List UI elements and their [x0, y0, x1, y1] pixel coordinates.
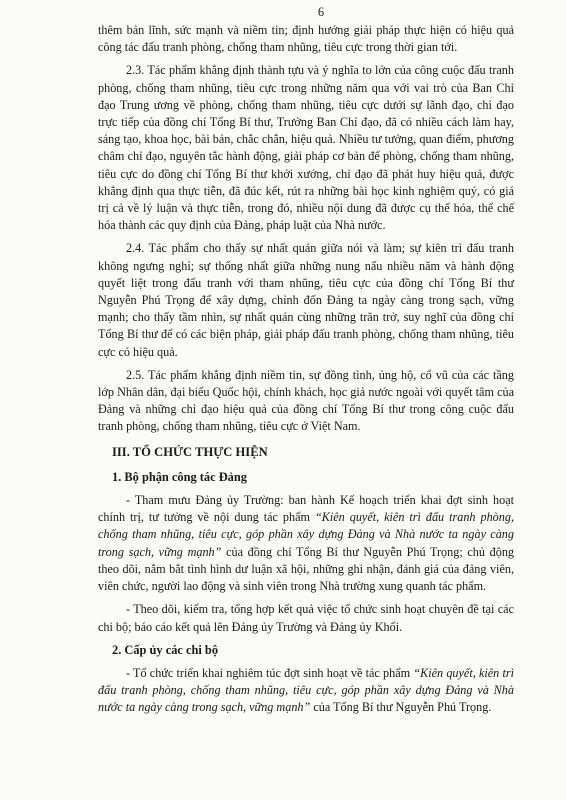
- subheading-1: 1. Bộ phận công tác Đảng: [112, 469, 247, 484]
- bullet-advise-pre: - Tham mưu Đảng ủy Trường: ban hành Kế hoạch triển khai đợt sinh hoạt chính trị, tư tưởng về nội dung tác phẩm: [98, 493, 514, 525]
- work-title: “Kiên quyết, kiên trì đấu tranh phòng, chống tham nhũng, tiêu cực, góp phần xây dựng Đảng và Nhà nước ta ngày càng trong sạch, vững mạnh”: [98, 510, 514, 559]
- bullet-organize-post: của Tổng Bí thư Nguyễn Phú Trọng.: [310, 700, 492, 715]
- section-heading-3: III. TỔ CHỨC THỰC HIỆN: [112, 444, 268, 459]
- bullet-advise: [98, 492, 514, 595]
- paragraph-2-5: 2.5. Tác phẩm khẳng định niềm tin, sự đồng tình, ủng hộ, cổ vũ của các tầng lớp Nhân dân, đại biểu Quốc hội, chính khách, học giả nước ngoài với quyết tâm của Đảng và những chỉ đạo hiệu quả của đồng chí Tổng Bí thư trong công cuộc đấu tranh phòng, chống tham nhũng, tiêu cực ở Việt Nam.: [98, 367, 514, 434]
- bullet-advise-post: của đồng chí Tổng Bí thư Nguyễn Phú Trọng; chủ động theo dõi, nắm bắt tình hình dư luận xã hội, những ghi nhận, đánh giá của đảng viên, viên chức, người lao động và sinh viên trong Nhà trường xung quanh tác phẩm.: [98, 544, 515, 594]
- bullet-monitor: - Theo dõi, kiểm tra, tổng hợp kết quả việc tổ chức sinh hoạt chuyên đề tại các chi bộ; báo cáo kết quả lên Đảng ủy Trường và Đảng ủy Khối.: [98, 602, 514, 634]
- page-number: 6: [317, 5, 325, 19]
- paragraph-2-3: 2.3. Tác phẩm khẳng định thành tựu và ý nghĩa to lớn của công cuộc đấu tranh phòng, chống tham nhũng, tiêu cực trong những năm qua với vai trò của Ban Chỉ đạo Trung ương về phòng, chống tham nhũng, tiêu cực dưới sự lãnh đạo, chỉ đạo trực tiếp của đồng chí Tổng Bí thư, Trưởng Ban Chỉ đạo, đã có nhiều cách làm hay, sáng tạo, khoa học, bài bản, chắc chắn, hiệu quả. Nhiều tư tưởng, quan điểm, phương châm chỉ đạo, nguyên tắc hành động, giải pháp cơ bản để phòng, chống tham nhũng, tiêu cực do đồng chí Tổng Bí thư khởi xướng, chỉ đạo đã phát huy hiệu quả, được khẳng định qua thực tiễn, đã đúc kết, rút ra những bài học kinh nghiệm quý, có giá trị cả về lý luận và thực tiễn, trong đó, nhiều nội dung đã được cụ thể hóa, thể chế hóa thành các quy định của Đảng, pháp luật của Nhà nước.: [98, 63, 514, 233]
- paragraph-2-4: 2.4. Tác phẩm cho thấy sự nhất quán giữa nói và làm; sự kiên trì đấu tranh không ngưng nghỉ; sự thống nhất giữa những nung nấu nhiều năm và hành động quyết liệt trong đấu tranh với tham nhũng, tiêu cực của đồng chí Tổng Bí thư Nguyễn Phú Trọng để xây dựng, chỉnh đốn Đảng ta ngày càng trong sạch, vững mạnh; cho thấy tầm nhìn, sự nhất quán cùng những trăn trở, suy nghĩ của đồng chí Tổng Bí thư để có các biện pháp, giải pháp đấu tranh phòng, chống tham nhũng, tiêu cực có hiệu quả.: [98, 241, 514, 359]
- subheading-2: 2. Cấp ủy các chi bộ: [112, 642, 219, 657]
- bullet-organize: [98, 665, 514, 717]
- work-title: “Kiên quyết, kiên trì đấu tranh phòng, chống tham nhũng, tiêu cực, góp phần xây dựng Đảng và Nhà nước ta ngày càng trong sạch, vững mạnh”: [98, 665, 514, 715]
- bullet-organize-pre: - Tổ chức triển khai nghiêm túc đợt sinh hoạt về tác phẩm: [126, 665, 414, 680]
- paragraph-continuation: thêm bản lĩnh, sức mạnh và niềm tin; định hướng giải pháp thực hiện có hiệu quả công tác đấu tranh phòng, chống tham nhũng, tiêu cực trong thời gian tới.: [98, 23, 514, 55]
